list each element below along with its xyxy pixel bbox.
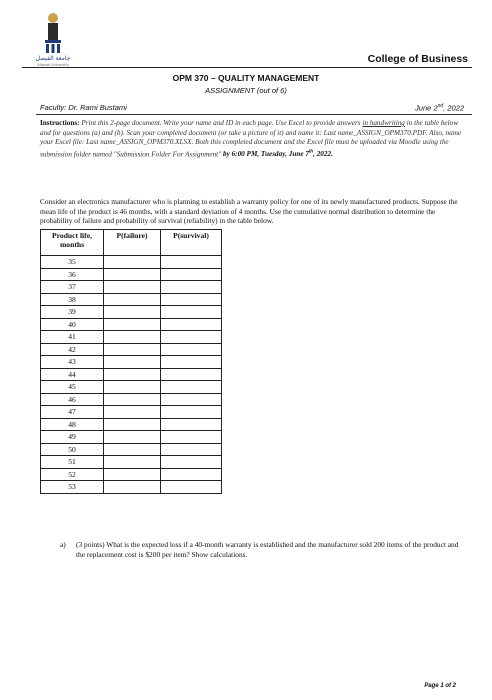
product-life-cell: 53 [41,481,104,494]
p-failure-cell[interactable] [104,381,161,394]
p-failure-cell[interactable] [104,293,161,306]
p-survival-cell[interactable] [161,393,222,406]
p-survival-cell[interactable] [161,318,222,331]
p-failure-cell[interactable] [104,343,161,356]
header-p-failure: P(failure) [104,230,161,256]
p-survival-cell[interactable] [161,431,222,444]
p-survival-cell[interactable] [161,368,222,381]
table-row [41,306,222,319]
p-survival-cell[interactable] [161,331,222,344]
question-a-text: (3 points) What is the expected loss if a 40-month warranty is established and the manufacturer sold 200 items of the product and the replacement cost is $200 per item? Show calculations. [76,540,459,559]
product-life-cell: 39 [41,306,104,319]
p-survival-cell[interactable] [161,356,222,369]
p-failure-cell[interactable] [104,318,161,331]
table-row [41,293,222,306]
table-row [41,418,222,431]
product-life-cell: 35 [41,256,104,269]
p-survival-cell[interactable] [161,381,222,394]
logo-text-english: Alfaisal University [37,63,69,67]
product-life-cell: 44 [41,368,104,381]
instructions-label: Instructions: [40,119,80,127]
faculty-divider [36,114,472,115]
header-divider [22,67,472,68]
table-row [41,356,222,369]
table-row [41,256,222,269]
university-logo [22,12,84,74]
p-failure-cell[interactable] [104,418,161,431]
p-survival-cell[interactable] [161,306,222,319]
p-failure-cell[interactable] [104,356,161,369]
product-life-cell: 41 [41,331,104,344]
university-emblem-icon [42,12,64,54]
product-life-cell: 38 [41,293,104,306]
product-life-cell: 50 [41,443,104,456]
p-failure-cell[interactable] [104,406,161,419]
table-row [41,393,222,406]
table-row [41,381,222,394]
p-survival-cell[interactable] [161,406,222,419]
table-row [41,481,222,494]
table-row [41,406,222,419]
header-p-survival: P(survival) [161,230,222,256]
college-name: College of Business [367,53,468,65]
reliability-table [40,229,222,494]
logo-text-arabic: جامعة الفيصل [35,55,71,62]
product-life-cell: 47 [41,406,104,419]
table-row [41,468,222,481]
p-survival-cell[interactable] [161,468,222,481]
product-life-cell: 43 [41,356,104,369]
header-product-life: Product life, months [41,230,104,256]
p-failure-cell[interactable] [104,443,161,456]
p-survival-cell[interactable] [161,343,222,356]
product-life-cell: 37 [41,281,104,294]
p-survival-cell[interactable] [161,481,222,494]
table-row [41,331,222,344]
p-survival-cell[interactable] [161,443,222,456]
p-failure-cell[interactable] [104,331,161,344]
product-life-cell: 45 [41,381,104,394]
table-row [41,268,222,281]
p-failure-cell[interactable] [104,306,161,319]
p-failure-cell[interactable] [104,481,161,494]
product-life-cell: 46 [41,393,104,406]
instructions-block: Instructions: Print this 2-page document. Write your name and ID in each page. Use Excel to provide answers in handwriting in the table below and for questions (a) and (b). Scan your completed document (or take a picture of it) and name it: Last name_ASSIGN_OPM370.PDF. Also, name your Excel file: Last name_ASSIGN_OPM370.XLSX. Both this completed document and the Excel file must be uploaded via Moodle using the submission folder named "Submission Folder For Assignment" by 6:00 PM, Tuesday, June 7th, 2022. [40,119,462,159]
p-survival-cell[interactable] [161,293,222,306]
p-failure-cell[interactable] [104,268,161,281]
course-title: OPM 370 – QUALITY MANAGEMENT [172,73,320,83]
page-number: Page 1 of 2 [424,683,456,689]
p-failure-cell[interactable] [104,393,161,406]
issue-date: June 2nd, 2022 [415,103,464,113]
product-life-cell: 49 [41,431,104,444]
product-life-cell: 51 [41,456,104,469]
p-survival-cell[interactable] [161,418,222,431]
product-life-cell: 40 [41,318,104,331]
table-row [41,456,222,469]
p-survival-cell[interactable] [161,456,222,469]
p-failure-cell[interactable] [104,256,161,269]
p-survival-cell[interactable] [161,281,222,294]
table-row [41,443,222,456]
table-row [41,281,222,294]
table-row [41,343,222,356]
question-a-label: a) [60,540,66,549]
p-failure-cell[interactable] [104,431,161,444]
problem-statement: Consider an electronics manufacturer who is planning to establish a warranty policy for one of its newly manufactured products. Suppose the mean life of the product is 46 months, with a standard deviation of 4 months. Use the cumulative normal distribution to determine the probability of failure and probability of survival (reliability) in the table below. [40,197,458,226]
faculty-name: Faculty: Dr. Rami Bustami [40,103,127,112]
table-row [41,431,222,444]
product-life-cell: 48 [41,418,104,431]
product-life-cell: 42 [41,343,104,356]
product-life-cell: 52 [41,468,104,481]
due-date: by 6:00 PM, Tuesday, June 7th, 2022. [223,149,333,159]
table-row [41,368,222,381]
assignment-title: ASSIGNMENT (out of 6) [205,86,287,95]
product-life-cell: 36 [41,268,104,281]
table-row [41,318,222,331]
p-failure-cell[interactable] [104,456,161,469]
p-failure-cell[interactable] [104,468,161,481]
p-survival-cell[interactable] [161,268,222,281]
p-failure-cell[interactable] [104,368,161,381]
p-survival-cell[interactable] [161,256,222,269]
p-failure-cell[interactable] [104,281,161,294]
